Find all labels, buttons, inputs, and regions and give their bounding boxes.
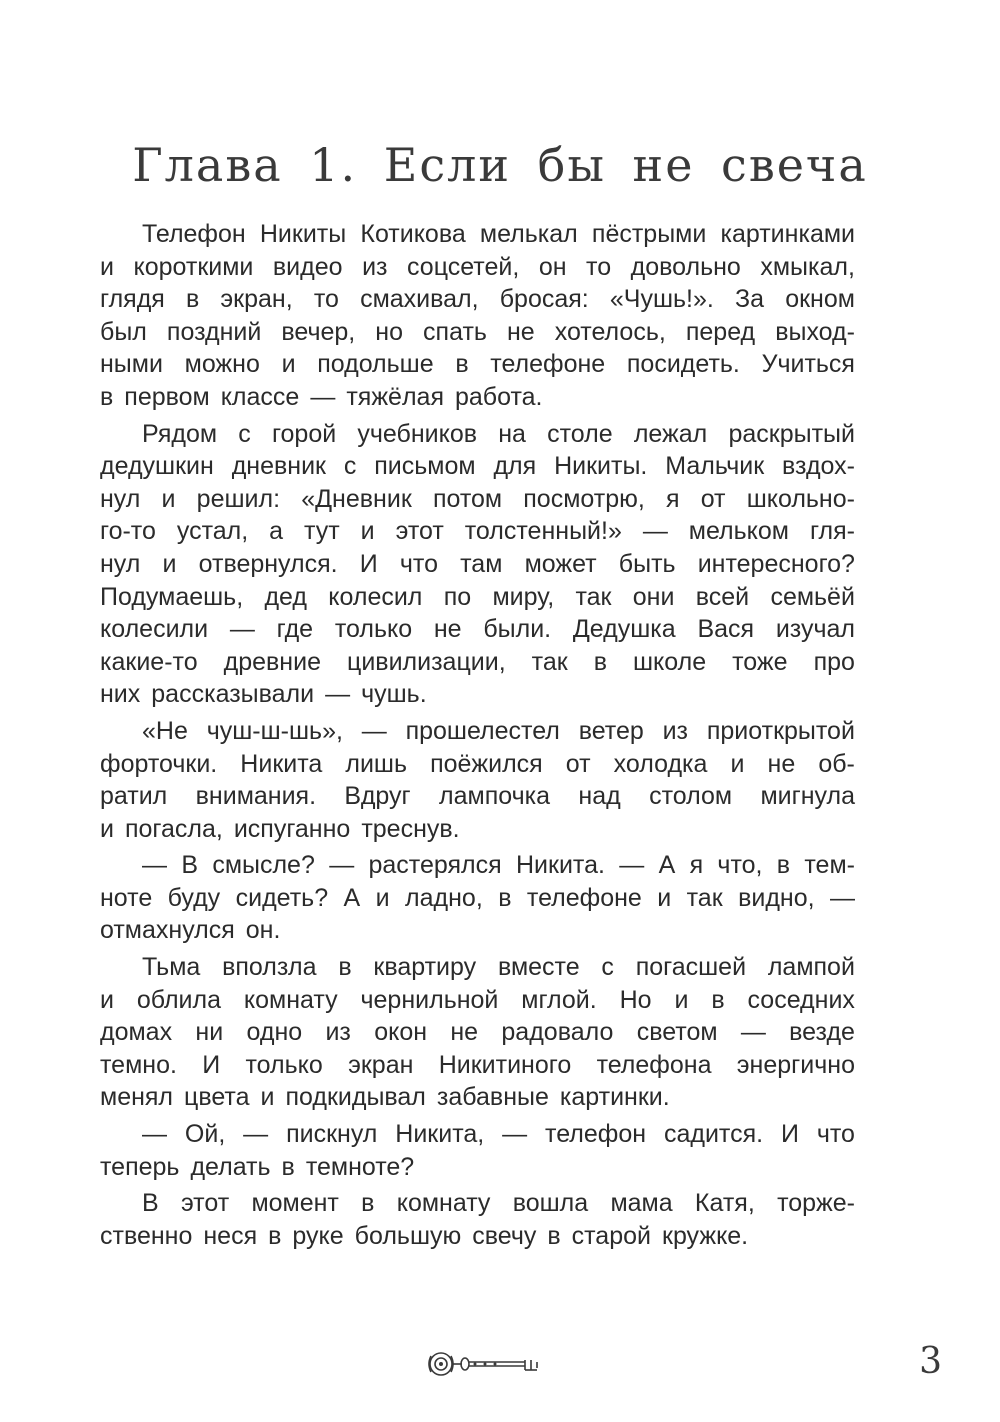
text-line: них рассказывали — чушь. (100, 680, 427, 709)
text-line: и погасла, испуганно треснув. (100, 814, 460, 843)
paragraph (100, 218, 855, 414)
text-line: менял цвета и подкидывал забавные картинки. (100, 1083, 670, 1112)
text-line: ноте буду сидеть? А и ладно, в телефоне и так видно, — (100, 883, 855, 912)
text-line: го-то устал, а тут и этот толстенный!» — мельком гля- (100, 517, 855, 546)
text-line: дедушкин дневник с письмом для Никиты. Мальчик вздох- (100, 452, 855, 481)
key-ornament-icon (425, 1346, 545, 1386)
text-line: «Не чуш-ш-шь», — прошелестел ветер из приоткрытой (142, 716, 855, 745)
text-line: нул и решил: «Дневник потом посмотрю, я от школьно- (100, 484, 855, 513)
text-line: и короткими видео из соцсетей, он то довольно хмыкал, (100, 252, 855, 281)
text-line: — Ой, — пискнул Никита, — телефон садится. И что (142, 1120, 855, 1149)
text-line: — В смысле? — растерялся Никита. — А я что, в тем- (142, 851, 855, 880)
chapter-title: Глава 1. Если бы не свеча (132, 138, 868, 192)
paragraph (100, 849, 855, 947)
text-line: Телефон Никиты Котикова мелькал пёстрыми картинками (142, 220, 855, 248)
paragraph (100, 1118, 855, 1183)
text-line: ными можно и подольше в телефоне посидеть. Учиться (100, 350, 855, 379)
chapter-body (100, 218, 855, 1256)
text-line: домах ни одно из окон не радовало светом — везде (100, 1018, 855, 1047)
text-line: в первом классе — тяжёлая работа. (100, 382, 543, 411)
paragraph (100, 1187, 855, 1252)
text-line: темно. И только экран Никитиного телефона энергично (100, 1050, 855, 1079)
text-line: ственно неся в руке большую свечу в старой кружке. (100, 1221, 749, 1250)
paragraph (100, 715, 855, 845)
text-line: форточки. Никита лишь поёжился от холодка и не об- (100, 749, 855, 778)
text-line: и облила комнату чернильной мглой. Но и в соседних (100, 985, 855, 1014)
text-line: Подумаешь, дед колесил по миру, так они всей семьёй (100, 582, 855, 611)
text-line: Тьма вползла в квартиру вместе с погасшей лампой (142, 953, 855, 982)
text-line: теперь делать в темноте? (100, 1152, 415, 1181)
text-line: какие-то древние цивилизации, так в школе тоже про (100, 647, 855, 676)
text-line: колесили — где только не были. Дедушка Вася изучал (100, 615, 855, 644)
text-line: был поздний вечер, но спать не хотелось, перед выход- (100, 317, 855, 346)
text-line: ратил внимания. Вдруг лампочка над столом мигнула (100, 782, 855, 811)
text-line: глядя в экран, то смахивал, бросая: «Чушь!». За окном (100, 285, 855, 314)
text-line: В этот момент в комнату вошла мама Катя, торже- (142, 1189, 855, 1218)
text-line: отмахнулся он. (100, 916, 281, 945)
page-number: 3 (919, 1341, 942, 1382)
text-line: Рядом с горой учебников на столе лежал раскрытый (142, 419, 855, 448)
text-line: нул и отвернулся. И что там может быть интересного? (100, 549, 855, 578)
paragraph (100, 418, 855, 711)
paragraph (100, 951, 855, 1114)
